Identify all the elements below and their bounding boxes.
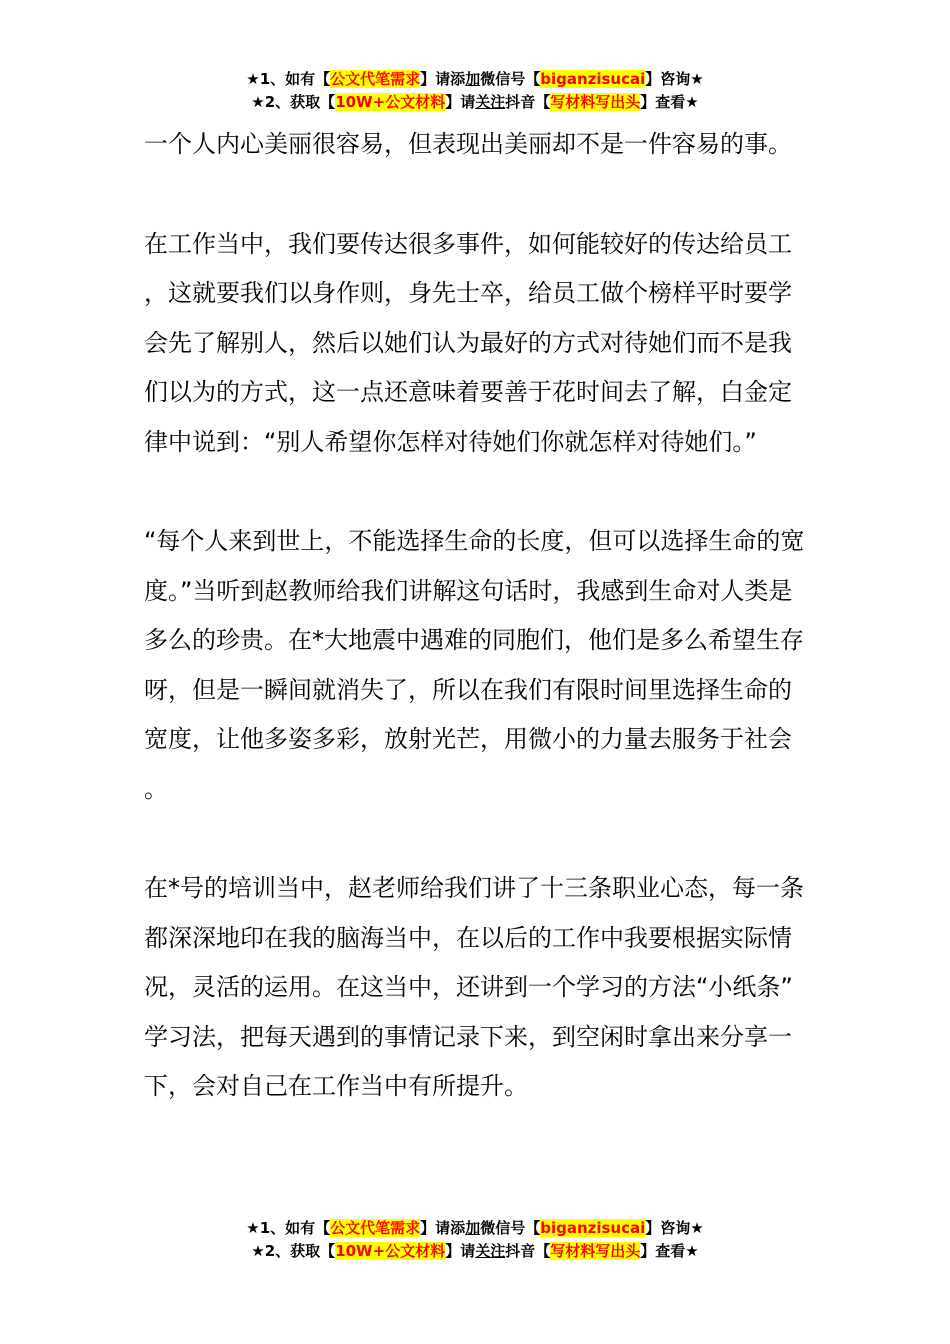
paragraph-1: 一个人内心美丽很容易，但表现出美丽却不是一件容易的事。 [144,130,792,158]
banner-line-1-mid: 】请添 [420,70,466,88]
footer-line-1-suffix: 】咨询★ [645,1219,704,1237]
banner-underlined-add: 加 [465,70,481,88]
footer-highlight-materials: 10W+公文材料 [335,1242,446,1260]
paragraph-3: “每个人来到世上，不能选择生命的长度，但可以选择生命的宽度。”当听到赵教师给我们讲解这句话时，我感到生命对人类是多么的珍贵。在*大地震中遇难的同胞们，他们是多么希望生存呀，但是一瞬间就消失了，所以在我们有限时间里选择生命的宽度，让他多姿多彩，放射光芒，用微小的力量去服务于社会。 [144,527,805,803]
footer-banner-line-2 [0,1240,950,1263]
banner-line-1-suffix: 】咨询★ [645,70,704,88]
paragraph-2: 在工作当中，我们要传达很多事件，如何能较好的传达给员工，这就要我们以身作则，身先士卒，给员工做个榜样平时要学会先了解别人，然后以她们认为最好的方式对待她们而不是我们以为的方式，这一点还意味着要善于花时间去了解，白金定律中说到：“别人希望你怎样对待她们你就怎样对待她们。” [144,229,792,456]
footer-line-1-mid: 】请添 [420,1219,466,1237]
banner-highlight-wechat-id: biganzisucai [540,70,646,88]
footer-highlight-wechat-id: biganzisucai [540,1219,646,1237]
banner-highlight-materials: 10W+公文材料 [335,93,446,111]
document-body [144,120,808,1162]
banner-highlight-douyin-account: 写材料写出头 [550,93,641,111]
footer-line-1-prefix: ★1、如有【 [246,1219,331,1237]
footer-line-2-suffix: 】查看★ [640,1242,699,1260]
footer-line-1-mid2: 微信号【 [480,1219,541,1237]
banner-line-2-mid: 】请 [445,93,476,111]
banner-line-1 [0,68,950,91]
header-banner [0,68,950,114]
footer-line-2-mid2: 抖音【 [505,1242,551,1260]
footer-underlined-follow: 关注 [475,1242,506,1260]
banner-line-2-suffix: 】查看★ [640,93,699,111]
footer-highlight-service: 公文代笔需求 [330,1219,421,1237]
banner-highlight-service: 公文代笔需求 [330,70,421,88]
banner-line-2 [0,91,950,114]
footer-underlined-add: 加 [465,1219,481,1237]
banner-line-1-mid2: 微信号【 [480,70,541,88]
banner-underlined-follow: 关注 [475,93,506,111]
banner-line-2-prefix: ★2、获取【 [251,93,336,111]
footer-line-2-prefix: ★2、获取【 [251,1242,336,1260]
banner-line-1-prefix: ★1、如有【 [246,70,331,88]
paragraph-4: 在*号的培训当中，赵老师给我们讲了十三条职业心态，每一条都深深地印在我的脑海当中，在以后的工作中我要根据实际情况，灵活的运用。在这当中，还讲到一个学习的方法“小纸条”学习法，把每天遇到的事情记录下来，到空闲时拿出来分享一下，会对自己在工作当中有所提升。 [144,874,804,1100]
footer-line-2-mid: 】请 [445,1242,476,1260]
footer-banner-line-1 [0,1217,950,1240]
banner-line-2-mid2: 抖音【 [505,93,551,111]
footer-banner [0,1217,950,1263]
footer-highlight-douyin-account: 写材料写出头 [550,1242,641,1260]
